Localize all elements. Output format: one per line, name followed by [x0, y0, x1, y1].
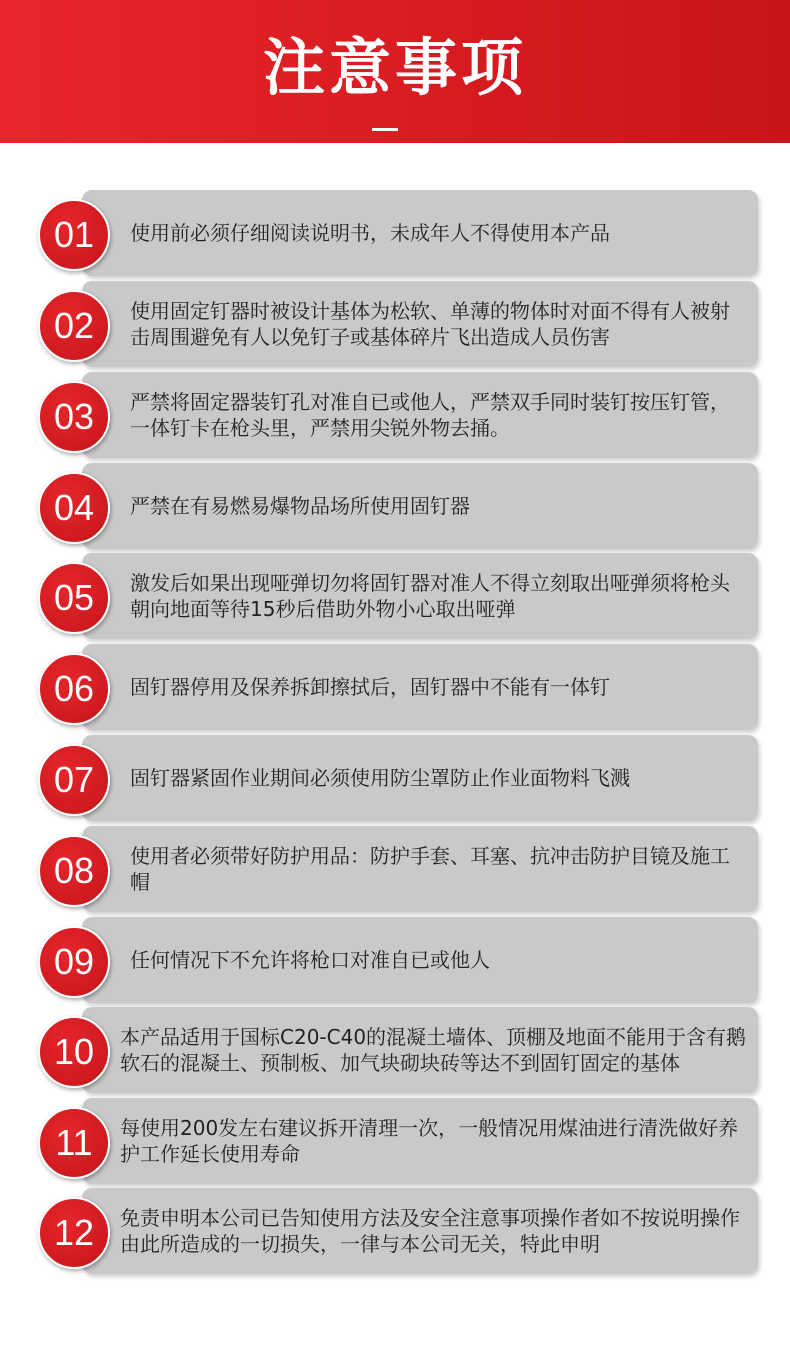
notice-item-09: [0, 917, 790, 1003]
number-badge: 10: [38, 1016, 110, 1088]
notice-item-03: [0, 372, 790, 458]
notice-text: 免责申明本公司已告知使用方法及安全注意事项操作者如不按说明操作由此所造成的一切损失，一律与本公司无关，特此申明: [120, 1206, 740, 1256]
number-badge: 07: [38, 744, 110, 816]
notice-item-06: [0, 644, 790, 730]
notice-item-10: [0, 1007, 790, 1093]
notice-item-05: [0, 553, 790, 639]
notice-text: 每使用200发左右建议拆开清理一次，一般情况用煤油进行清洗做好养护工作延长使用寿命: [120, 1116, 739, 1166]
notice-item-04: [0, 463, 790, 549]
notice-text: 严禁在有易燃易爆物品场所使用固钉器: [130, 494, 470, 518]
notice-item-07: [0, 735, 790, 821]
notice-text: 使用固定钉器时被设计基体为松软、单薄的物体时对面不得有人被射击周围避免有人以免钉子或基体碎片飞出造成人员伤害: [130, 299, 730, 349]
notice-text: 本产品适用于国标C20-C40的混凝土墙体、顶棚及地面不能用于含有鹅软石的混凝土、预制板、加气块砌块砖等达不到固钉固定的基体: [120, 1025, 747, 1075]
notice-item-12: [0, 1188, 790, 1274]
notice-text: 固钉器紧固作业期间必须使用防尘罩防止作业面物料飞溅: [130, 766, 630, 790]
number-badge: 12: [38, 1197, 110, 1269]
notice-item-02: [0, 281, 790, 367]
notice-item-08: [0, 826, 790, 912]
notice-text: 激发后如果出现哑弹切勿将固钉器对准人不得立刻取出哑弹须将枪头朝向地面等待15秒后借助外物小心取出哑弹: [130, 571, 730, 621]
number-badge: 04: [38, 472, 110, 544]
notice-item-11: [0, 1098, 790, 1184]
notice-text: 严禁将固定器装钉孔对准自已或他人，严禁双手同时装钉按压钉管，一体钉卡在枪头里，严禁用尖锐外物去捅。: [130, 390, 730, 440]
number-badge: 02: [38, 290, 110, 362]
title-underline: [372, 128, 398, 131]
page-title: 注意事项: [262, 31, 527, 104]
number-badge: 03: [38, 381, 110, 453]
notice-text: 任何情况下不允许将枪口对准自已或他人: [130, 948, 490, 972]
header-banner: [0, 0, 790, 143]
number-badge: 06: [38, 653, 110, 725]
number-badge: 01: [38, 199, 110, 271]
notice-item-01: [0, 190, 790, 276]
number-badge: 09: [38, 926, 110, 998]
notice-text: 使用前必须仔细阅读说明书，未成年人不得使用本产品: [130, 221, 610, 245]
number-badge: 08: [38, 835, 110, 907]
number-badge: 05: [38, 562, 110, 634]
number-badge: 11: [38, 1107, 110, 1179]
notice-text: 固钉器停用及保养拆卸擦拭后，固钉器中不能有一体钉: [130, 675, 610, 699]
notice-text: 使用者必须带好防护用品：防护手套、耳塞、抗冲击防护目镜及施工帽: [130, 844, 730, 894]
